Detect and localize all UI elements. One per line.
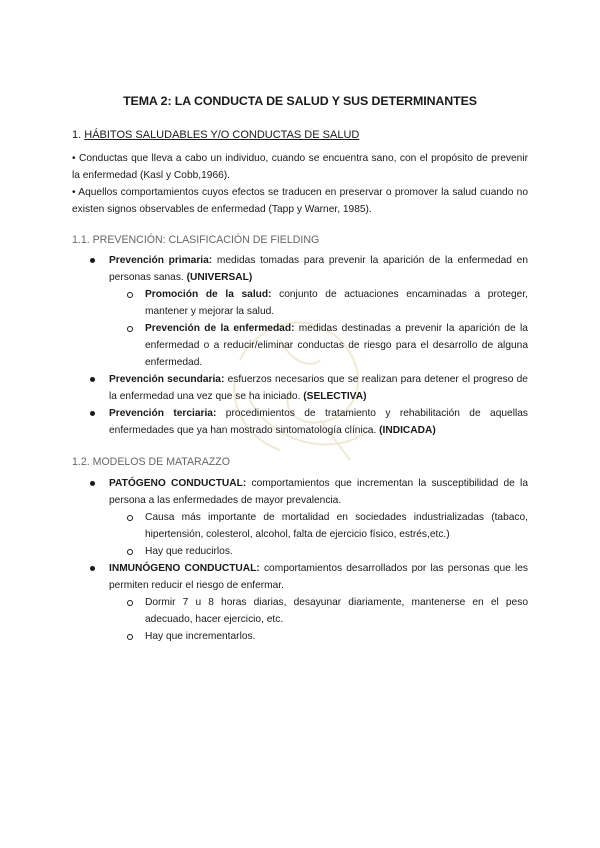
list-item-patogeno [109,475,528,509]
bullet-dot [90,377,95,382]
bullet-circle [127,600,133,606]
text: esfuerzos necesarios que se realizan para detener el progreso de la enfermedad una vez que se ha iniciado. [109,374,528,402]
term: Prevención terciaria: [109,408,217,419]
definition-1: • Conductas que lleva a cabo un individuo, cuando se encuentra sano, con el propósito de prevenir la enfermedad (Kasl y Cobb,1966). [72,153,528,181]
section-1-1-heading: 1.1. PREVENCIÓN: CLASIFICACIÓN DE FIELDING [72,234,320,246]
bullet-circle [127,515,133,521]
bullet-circle [127,292,133,298]
bullet-circle [127,326,133,332]
list-item-inmunogeno-incrementar: Hay que incrementarlos. [145,631,256,642]
section-1-heading [72,129,359,141]
term: Promoción de la salud: [145,289,272,300]
term: Prevención de la enfermedad: [145,323,295,334]
text: comportamientos desarrollados por las personas que les permiten reducir el riesgo de enfermar. [109,563,528,591]
list-item-inmunogeno [109,560,528,594]
section-1-title: HÁBITOS SALUDABLES Y/O CONDUCTAS DE SALUD [84,129,360,141]
list-item-patogeno-causa: Causa más importante de mortalidad en sociedades industrializadas (tabaco, hipertensión, colesterol, alcohol, falta de ejercicio físico, estrés,etc.) [145,512,528,540]
list-item-primaria [109,252,528,286]
text: procedimientos de tratamiento y rehabilitación de aquellas enfermedades que ya han mostrado sintomatología clínica. [109,408,528,436]
text: conjunto de actuaciones encaminadas a proteger, mantener y mejorar la salud. [145,289,528,317]
definition-2: • Aquellos comportamientos cuyos efectos se traducen en preservar o promover la salud cuando no existen signos observables de enfermedad (Tapp y Warner, 1985). [72,187,528,215]
page-title: TEMA 2: LA CONDUCTA DE SALUD Y SUS DETERMINANTES [123,94,477,108]
term: PATÓGENO CONDUCTUAL: [109,478,247,489]
list-item-patogeno-reducir: Hay que reducirlos. [145,546,233,557]
section-1-number: 1. [72,129,82,141]
term: Prevención secundaria: [109,374,225,385]
bullet-dot [90,566,95,571]
text: medidas tomadas para prevenir la aparición de la enfermedad en personas sanas. [109,255,528,283]
text: comportamientos que incrementan la susceptibilidad de la persona a las enfermedades de mayor prevalencia. [109,478,528,506]
list-item-terciaria [109,405,528,439]
tag: (UNIVERSAL) [186,272,253,283]
bullet-dot [90,411,95,416]
bullet-circle [127,549,133,555]
text: medidas destinadas a prevenir la aparición de la enfermedad o a reducir/eliminar conductas de riesgo para el desarrollo de alguna enfermedad. [145,323,528,368]
term: Prevención primaria: [109,255,213,266]
bullet-dot [90,481,95,486]
list-item-promocion [145,286,528,320]
section-1-2-heading: 1.2. MODELOS DE MATARAZZO [72,456,230,468]
list-item-prevencion-enfermedad [145,320,528,371]
list-item-secundaria [109,371,528,405]
bullet-dot [90,258,95,263]
bullet-circle [127,634,133,640]
tag: (SELECTIVA) [303,391,367,402]
tag: (INDICADA) [379,425,436,436]
term: INMUNÓGENO CONDUCTUAL: [109,563,260,574]
list-item-inmunogeno-ejemplos: Dormir 7 u 8 horas diarias, desayunar diariamente, mantenerse en el peso adecuado, hacer ejercicio, etc. [145,597,528,625]
